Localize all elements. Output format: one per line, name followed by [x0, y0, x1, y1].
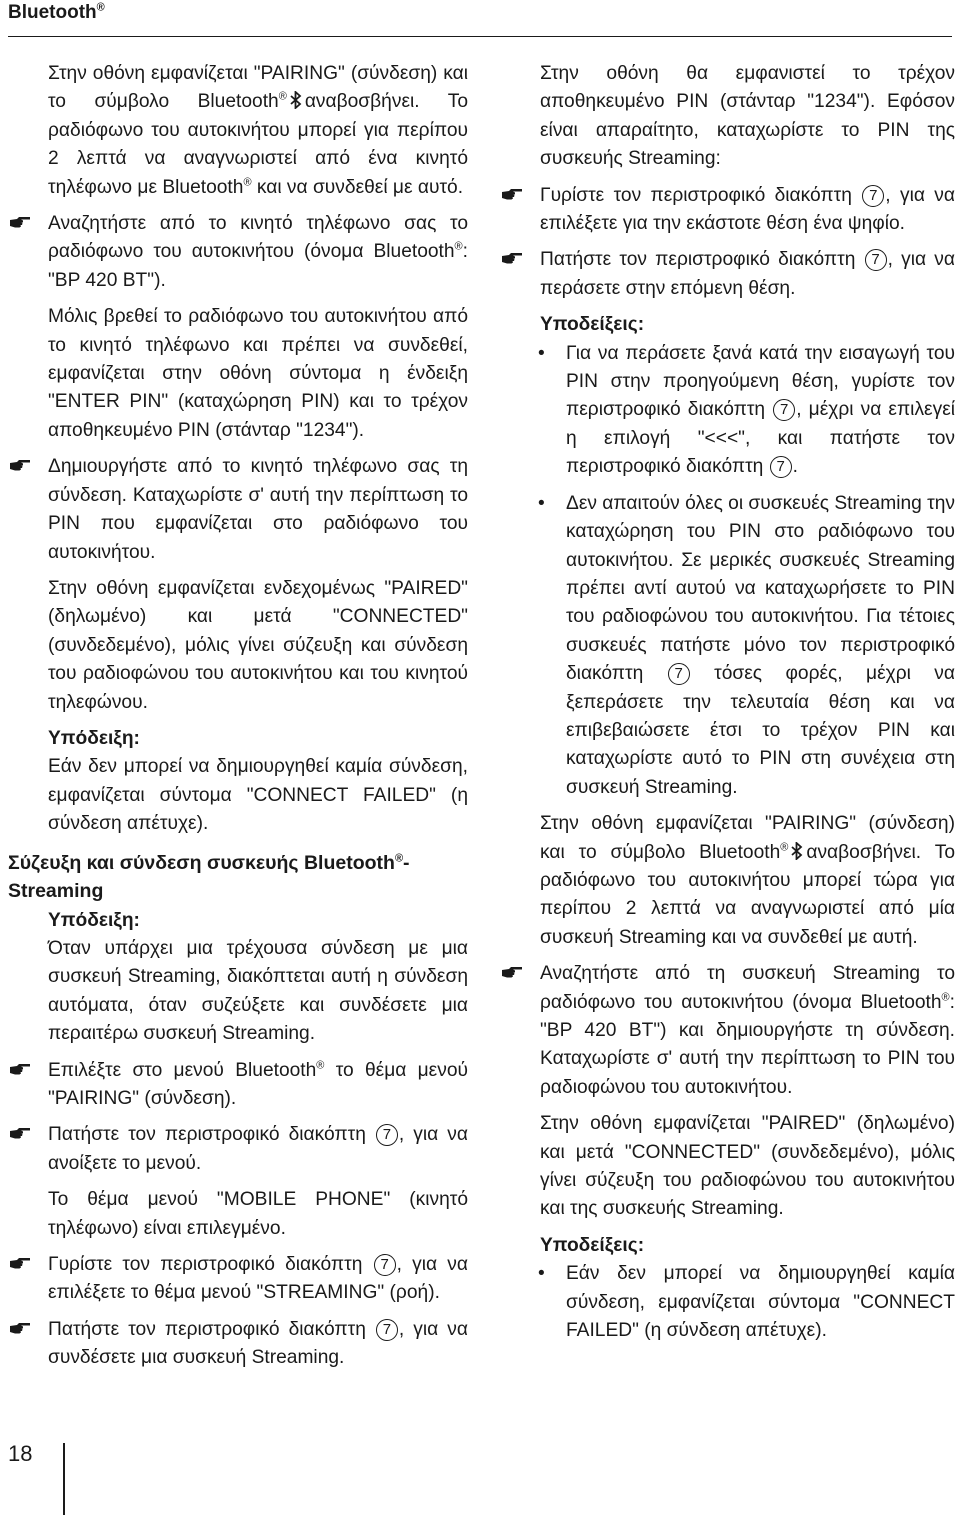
- note-heading: Υπόδειξη:: [48, 909, 140, 931]
- step-select-digit: Γυρίστε τον περιστροφικό διακόπτη 7 , για να επιλέξετε για την εκάστοτε θέση ένα ψηφίο.: [540, 182, 955, 239]
- pointing-hand-icon: [8, 1121, 32, 1149]
- note-connect-failed: Εάν δεν μπορεί να δημιουργηθεί καμία σύνδεση, εμφανίζεται σύντομα "CONNECT FAILED" (η σύνδεση απέτυχε).: [48, 756, 468, 835]
- step-create-connection: Δημιουργήστε από το κινητό τηλέφωνο σας τη σύνδεση. Καταχωρίστε σ' αυτή την περίπτωση το PIN που εμφανίζεται στο ραδιόφωνο του αυτοκινήτου.: [48, 453, 468, 567]
- step-select-streaming: Γυρίστε τον περιστροφικό διακόπτη 7 , για να επιλέξετε το θέμα μενού "STREAMING" (ροή).: [48, 1251, 468, 1308]
- step-select-pairing-menu: Επιλέξτε στο μενού Bluetooth® το θέμα μενού "PAIRING" (σύνδεση).: [48, 1057, 468, 1114]
- notes-heading: Υποδείξεις:: [540, 1234, 645, 1256]
- page-number-divider: [63, 1443, 65, 1515]
- bullet-dot: •: [538, 1263, 545, 1285]
- paragraph-paired-streaming: Στην οθόνη εμφανίζεται "PAIRED" (δηλωμένο) και μετά "CONNECTED" (συνδεδεμένο), μόλις γίνει σύζευξη του ραδιοφώνου του αυτοκινήτου και της συσκευής Streaming.: [540, 1113, 955, 1220]
- page-number: 18: [8, 1441, 33, 1466]
- bullet-connect-failed: • Εάν δεν μπορεί να δημιουργηθεί καμία σύνδεση, εμφανίζεται σύντομα "CONNECT FAILED" (η σύνδεση απέτυχε).: [566, 1260, 955, 1345]
- header-title: Bluetooth®: [8, 1, 105, 23]
- pointing-hand-icon: [8, 210, 32, 238]
- rotary-knob-7-icon: 7: [865, 249, 887, 271]
- bullet-pin-not-required: • Δεν απαιτούν όλες οι συσκευές Streaming την καταχώρηση του PIN στο ραδιόφωνο του αυτοκινήτου. Σε μερικές συσκευές Streaming πρέπει αντί αυτού να καταχωρήσετε το PIN του ραδιοφώνου του αυτοκινήτου. Για τέτοιες συσκευές πατήστε μόνο τον περιστροφικό διακόπτη 7 τόσες φορές, μέχρι να ξεπεράσετε την τελευταία θέση και να επιβεβαιώσετε έτσι το τρέχον PIN και καταχωρίστε αυτό το PIN στη συνέχεια στη συσκευή Streaming.: [566, 490, 955, 802]
- rotary-knob-7-icon: 7: [862, 185, 884, 207]
- step-next-position: Πατήστε τον περιστροφικό διακόπτη 7 , για να περάσετε στην επόμενη θέση.: [540, 246, 955, 303]
- rotary-knob-7-icon: 7: [376, 1319, 398, 1341]
- pointing-hand-icon: [500, 960, 524, 988]
- note-heading: Υπόδειξη:: [48, 727, 140, 749]
- paragraph-pairing-intro: Στην οθόνη εμφανίζεται "PAIRING" (σύνδεση) και το σύμβολο Bluetooth® αναβοσβήνει. Το ραδιόφωνο του αυτοκινήτου μπορεί για περίπου 2 λεπτά να αναγνωριστεί από ένα κινητό τηλέφωνο με Bluetooth® και να συνδεθεί με αυτό.: [48, 63, 468, 198]
- bullet-dot: •: [538, 492, 545, 514]
- step-open-menu: Πατήστε τον περιστροφικό διακόπτη 7 , για να ανοίξετε το μενού.: [48, 1121, 468, 1178]
- paragraph-paired-connected: Στην οθόνη εμφανίζεται ενδεχομένως "PAIRED" (δηλωμένο) και μετά "CONNECTED" (συνδεδεμένο), μόλις γίνει σύζευξη και σύνδεση του ραδιοφώνου του αυτοκινήτου και του κινητού τηλεφώνου.: [48, 577, 468, 713]
- rotary-knob-7-icon: 7: [773, 399, 795, 421]
- rotary-knob-7-icon: 7: [770, 456, 792, 478]
- pointing-hand-icon: [8, 453, 32, 481]
- rotary-knob-7-icon: 7: [668, 663, 690, 685]
- pointing-hand-icon: [8, 1057, 32, 1085]
- paragraph-enter-pin: Μόλις βρεθεί το ραδιόφωνο του αυτοκινήτου από το κινητό τηλέφωνο και πρέπει να συνδεθεί, εμφανίζεται στην οθόνη σύντομα η ένδειξη "ENTER PIN" (καταχώρηση PIN) και το τρέχον αποθηκευμένο PIN (στάνταρ "1234").: [48, 306, 468, 441]
- right-column: [500, 60, 955, 1353]
- bluetooth-icon: [791, 842, 803, 860]
- pointing-hand-icon: [8, 1316, 32, 1344]
- note-existing-connection: Όταν υπάρχει μια τρέχουσα σύνδεση με μια συσκευή Streaming, διακόπτεται αυτή η σύνδεση αυτόματα, όταν συζεύξετε και συνδέσετε μια περαιτέρω συσκευή Streaming.: [48, 937, 468, 1045]
- rotary-knob-7-icon: 7: [374, 1254, 396, 1276]
- step-search-radio: Αναζητήστε από το κινητό τηλέφωνο σας το ραδιόφωνο του αυτοκινήτου (όνομα Bluetooth®: "BP 420 BT").: [48, 210, 468, 295]
- step-connect-streaming: Πατήστε τον περιστροφικό διακόπτη 7 , για να συνδέσετε μια συσκευή Streaming.: [48, 1316, 468, 1373]
- paragraph-pairing-streaming: Στην οθόνη εμφανίζεται "PAIRING" (σύνδεση) και το σύμβολο Bluetooth® αναβοσβήνει. Το ραδιόφωνο του αυτοκινήτου μπορεί τώρα για περίπου 2 λεπτά να αναγνωριστεί από μία συσκευή Streaming και να συνδεθεί με αυτή.: [540, 813, 955, 948]
- left-column: [8, 60, 468, 1381]
- notes-heading: Υποδείξεις:: [540, 314, 645, 336]
- pointing-hand-icon: [500, 246, 524, 274]
- page-header: [8, 0, 952, 37]
- rotary-knob-7-icon: 7: [376, 1124, 398, 1146]
- pointing-hand-icon: [500, 182, 524, 210]
- paragraph-current-pin: Στην οθόνη θα εμφανιστεί το τρέχον αποθηκευμένο PIN (στάνταρ "1234"). Εφόσον είναι απαραίτητο, καταχωρίστε το PIN της συσκευής Streaming:: [540, 63, 955, 170]
- bluetooth-icon: [290, 91, 302, 109]
- paragraph-mobile-phone-selected: Το θέμα μενού "MOBILE PHONE" (κινητό τηλέφωνο) είναι επιλεγμένο.: [48, 1189, 468, 1239]
- bullet-dot: •: [538, 342, 545, 364]
- section-title-streaming: Σύζευξη και σύνδεση συσκευής Bluetooth®-Streaming: [8, 851, 410, 902]
- step-search-from-streaming: Αναζητήστε από τη συσκευή Streaming το ραδιόφωνο του αυτοκινήτου (όνομα Bluetooth®: "BP 420 BT") και δημιουργήστε τη σύνδεση. Καταχωρίστε σ' αυτή την περίπτωση το PIN του ραδιοφώνου του αυτοκινήτου.: [540, 960, 955, 1102]
- pointing-hand-icon: [8, 1251, 32, 1279]
- bullet-previous-position: • Για να περάσετε ξανά κατά την εισαγωγή του PIN στην προηγούμενη θέση, γυρίστε τον περιστροφικό διακόπτη 7 , μέχρι να επιλεγεί η επιλογή "<<<", και πατήστε τον περιστροφικό διακόπτη 7 .: [566, 340, 955, 482]
